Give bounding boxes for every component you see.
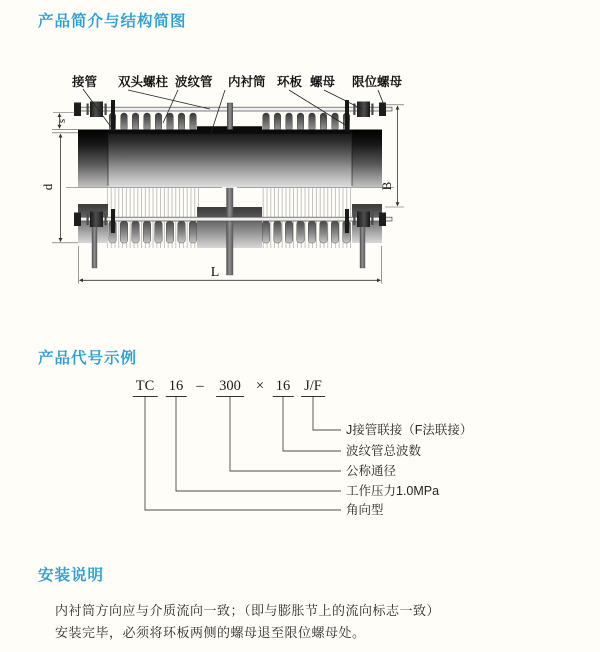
callout-angular-type: 角向型: [346, 503, 384, 517]
part-label-pipe-end: 接管: [72, 75, 98, 89]
hanging-stud-right: [360, 221, 365, 268]
dim-label-B: B: [379, 181, 394, 191]
dimension-B: [379, 105, 404, 207]
part-labels: [71, 74, 403, 89]
part-label-nut: 螺母: [310, 75, 336, 89]
callout-working-pressure: 工作压力1.0MPa: [346, 484, 440, 498]
upper-tie-rod: [76, 107, 392, 111]
hanging-stud-middle: [227, 188, 234, 275]
upper-right-nuts: [345, 100, 386, 131]
top-stud-middle: [227, 103, 232, 130]
code-token-connection: J/F: [301, 378, 325, 397]
section-title-code-example: 产品代号示例: [38, 350, 138, 367]
upper-half-assembly: [74, 100, 392, 187]
dim-label-s: s: [56, 118, 68, 124]
shell-body: [78, 130, 382, 188]
callout-nominal-diameter: 公称通径: [346, 464, 397, 478]
dim-label-L: L: [210, 265, 220, 280]
part-label-ring-plate: 环板: [277, 75, 303, 89]
code-token-diameter: 300: [216, 378, 244, 397]
part-label-bellows: 波纹管: [175, 75, 213, 89]
callout-connection-type: J接管联接（F法联接）: [346, 423, 473, 437]
dimension-d: [40, 133, 78, 243]
section-title-product-intro: 产品简介与结构简图: [38, 13, 187, 30]
code-token-times: ×: [255, 378, 265, 394]
lower-tie-rod: [76, 217, 392, 221]
code-token-dash: –: [196, 378, 204, 394]
part-label-double-stud: 双头螺柱: [118, 75, 169, 89]
install-note-line-2: 安装完毕，必须将环板两侧的螺母退至限位螺母处。: [55, 625, 366, 640]
code-token-pressure: 16: [166, 378, 187, 397]
code-callout-lines: [0, 375, 600, 525]
hanging-stud-left: [92, 221, 97, 268]
pipe-end-right: [352, 130, 382, 188]
part-label-inner-sleeve: 内衬筒: [228, 75, 266, 89]
install-note-line-1: 内衬筒方向应与介质流向一致；（即与膨胀节上的流向标志一致）: [55, 603, 441, 618]
pipe-end-left: [78, 130, 108, 188]
section-title-install-notes: 安装说明: [38, 567, 105, 584]
dim-label-d: d: [40, 183, 55, 191]
callout-wave-count: 波纹管总波数: [346, 444, 422, 458]
code-token-waves: 16: [273, 378, 294, 397]
code-token-type: TC: [133, 378, 158, 397]
structure-diagram: [40, 65, 480, 300]
part-label-limit-nut: 限位螺母: [352, 75, 403, 89]
